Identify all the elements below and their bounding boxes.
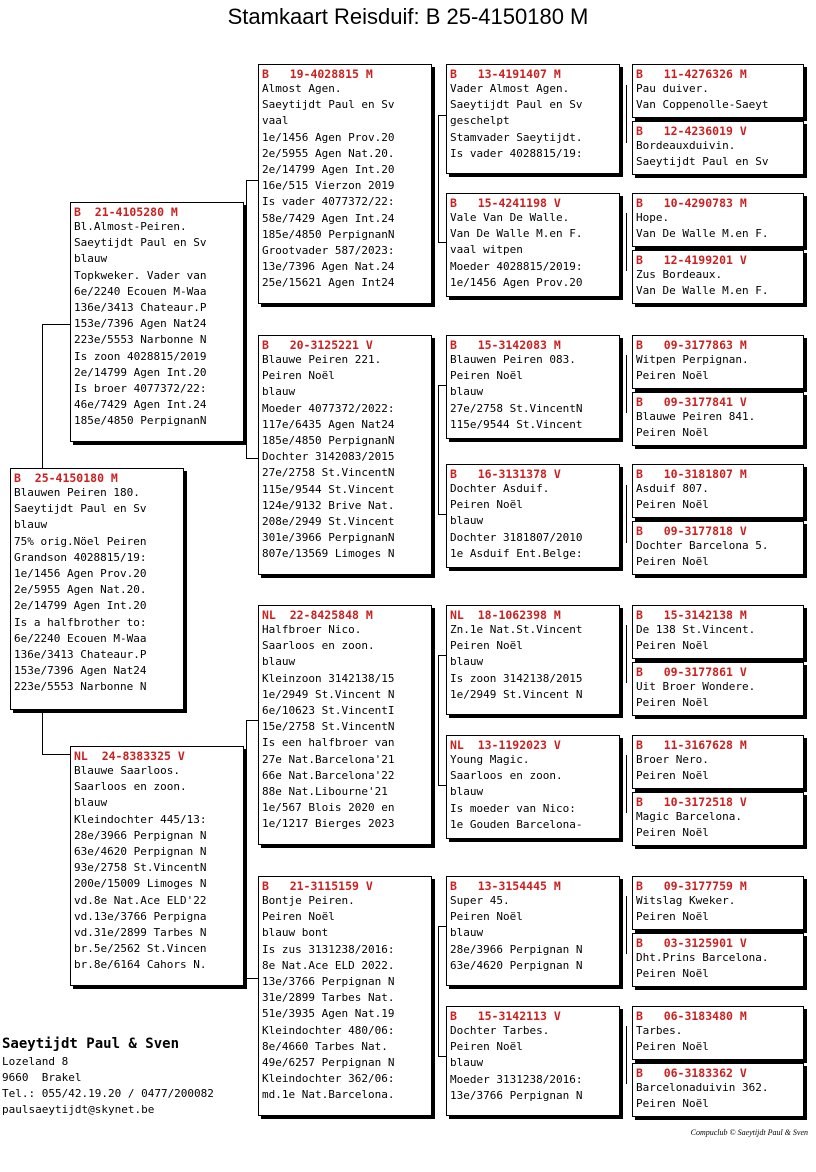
connector-line <box>626 1026 627 1084</box>
card-line: Peiren Noël <box>450 369 523 383</box>
great-grandparent-card[interactable] <box>446 876 620 986</box>
connector-line <box>42 754 70 755</box>
connector-line <box>438 514 446 515</box>
ring-number: B 09-3177863 M <box>636 338 747 352</box>
connector-line <box>438 926 439 1056</box>
card-line: Witpen Perpignan. <box>636 353 749 366</box>
card-line: Pau duiver. <box>636 82 709 95</box>
great-great-grandparent-card[interactable] <box>632 1063 804 1117</box>
card-line: 31e/2899 Tarbes Nat. <box>262 991 395 1005</box>
card-line: Is a halfbrother to: <box>14 615 147 629</box>
card-line: 115e/9544 St.Vincent <box>262 482 395 496</box>
ring-number: B 10-4290783 M <box>636 196 747 210</box>
great-grandparent-card[interactable] <box>446 1006 620 1116</box>
great-grandparent-card[interactable] <box>446 193 620 297</box>
ring-number: B 12-4236019 V <box>636 124 747 138</box>
ring-number: NL 13-1192023 V <box>450 738 561 752</box>
card-line: Zus Bordeaux. <box>636 268 723 281</box>
card-line: Moeder 4077372/2022: <box>262 401 395 415</box>
card-line: Blauwen Peiren 180. <box>14 486 140 499</box>
card-line: 46e/7429 Agen Int.24 <box>74 398 207 412</box>
card-line: vaal witpen <box>450 243 523 257</box>
ring-number: B 16-3131378 V <box>450 467 561 481</box>
card-line: Blauwe Peiren 221. <box>262 353 382 366</box>
card-line: vd.13e/3766 Perpigna <box>74 909 207 923</box>
father-card[interactable] <box>70 202 244 442</box>
card-line: 2e/5955 Agen Nat.20. <box>262 146 395 160</box>
owner-name: Saeytijdt Paul & Sven <box>2 1036 180 1052</box>
card-line: Witslag Kweker. <box>636 894 736 907</box>
connector-line <box>438 385 446 386</box>
owner-block <box>2 1034 214 1118</box>
card-line: Kleindochter 362/06: <box>262 1072 395 1086</box>
page-title: Stamkaart Reisduif: B 25-4150180 M <box>227 4 589 29</box>
card-line: 1e/1456 Agen Prov.20 <box>450 275 583 289</box>
card-line: 153e/7396 Agen Nat24 <box>14 664 147 678</box>
great-grandparent-card[interactable] <box>446 335 620 439</box>
card-line: 1e/567 Blois 2020 en <box>262 801 395 815</box>
card-line: Is zoon 4028815/2019 <box>74 349 207 363</box>
ring-number: B 19-4028815 M <box>262 67 373 81</box>
grandmother-maternal-card[interactable] <box>258 876 432 1116</box>
card-line: 27e Nat.Barcelona'21 <box>262 752 395 766</box>
card-line: 28e/3966 Perpignan N <box>74 828 207 842</box>
card-line: Grandson 4028815/19: <box>14 550 147 564</box>
card-line: Kleindochter 445/13: <box>74 812 207 826</box>
card-line: Van De Walle M.en F. <box>450 227 583 241</box>
card-line: Blauwen Peiren 083. <box>450 353 576 366</box>
card-line: 208e/2949 St.Vincent <box>262 515 395 529</box>
ring-number: B 15-3142113 V <box>450 1009 561 1023</box>
card-line: vd.31e/2899 Tarbes N <box>74 926 207 940</box>
card-line: 13e/3766 Perpignan N <box>450 1088 583 1102</box>
card-line: blauw bont <box>262 926 329 940</box>
card-line: Barcelonaduivin 362. <box>636 1081 769 1094</box>
card-line: Super 45. <box>450 894 510 907</box>
card-line: Bordeauxduivin. <box>636 139 736 152</box>
card-line: 223e/5553 Narbonne N <box>14 680 147 694</box>
card-line: 1e Asduif Ent.Belge: <box>450 546 583 560</box>
ring-number: B 10-3181807 M <box>636 467 747 481</box>
card-line: Uit Broer Wondere. <box>636 680 756 693</box>
connector-line <box>246 720 258 721</box>
card-line: 8e/4660 Tarbes Nat. <box>262 1039 388 1053</box>
ring-number: B 11-4276326 M <box>636 67 747 81</box>
card-line: 153e/7396 Agen Nat24 <box>74 317 207 331</box>
card-line: 6e/2240 Ecouen M-Waa <box>14 631 147 645</box>
card-line: blauw <box>14 518 48 532</box>
ring-number: B 09-3177759 M <box>636 879 747 893</box>
great-grandparent-card[interactable] <box>446 735 620 839</box>
footer-copyright: Compuclub © Saeytijdt Paul & Sven <box>690 1128 808 1137</box>
card-line: Kleindochter 480/06: <box>262 1023 395 1037</box>
great-great-grandparent-card[interactable] <box>632 392 804 446</box>
card-line: Bl.Almost-Peiren. <box>74 220 187 233</box>
card-line: blauw <box>262 385 296 399</box>
ring-number: B 21-4105280 M <box>74 205 178 219</box>
connector-line <box>246 720 247 978</box>
ring-number: B 15-4241198 V <box>450 196 561 210</box>
connector-line <box>438 242 446 243</box>
card-line: Peiren Noël <box>636 909 709 923</box>
card-line: md.1e Nat.Barcelona. <box>262 1088 395 1102</box>
ring-number: B 09-3177841 V <box>636 395 747 409</box>
card-line: Zn.1e Nat.St.Vincent <box>450 623 583 636</box>
card-line: Peiren Noël <box>450 498 523 512</box>
card-line: Bontje Peiren. <box>262 894 355 907</box>
owner-email: paulsaeytijdt@skynet.be <box>2 1103 155 1116</box>
card-line: 1e/1217 Bierges 2023 <box>262 817 395 831</box>
card-line: 6e/2240 Ecouen M-Waa <box>74 284 207 298</box>
owner-phone: Tel.: 055/42.19.20 / 0477/200082 <box>2 1087 214 1100</box>
card-line: 63e/4620 Perpignan N <box>74 845 207 859</box>
ring-number: B 15-3142138 M <box>636 608 747 622</box>
card-line: Dochter Barcelona 5. <box>636 539 769 552</box>
card-line: 93e/2758 St.VincentN <box>74 861 207 875</box>
ring-number: B 21-3115159 V <box>262 879 373 893</box>
great-great-grandparent-card[interactable] <box>632 335 804 389</box>
card-line: Saeytijdt Paul en Sv <box>450 98 583 112</box>
great-great-grandparent-card[interactable] <box>632 605 804 659</box>
owner-address: Lozeland 8 <box>2 1055 69 1068</box>
card-line: Dochter Tarbes. <box>450 1024 550 1037</box>
great-great-grandparent-card[interactable] <box>632 250 804 304</box>
ring-number: NL 22-8425848 M <box>262 608 373 622</box>
ring-number: B 10-3172518 V <box>636 795 747 809</box>
card-line: Tarbes. <box>636 1024 683 1037</box>
connector-line <box>626 625 627 683</box>
owner-city: 9660 Brakel <box>2 1071 82 1084</box>
connector-line <box>42 710 43 754</box>
card-line: 117e/6435 Agen Nat24 <box>262 417 395 431</box>
card-line: Is zoon 3142138/2015 <box>450 671 583 685</box>
connector-line <box>438 115 446 116</box>
card-line: Peiren Noël <box>450 1040 523 1054</box>
connector-line <box>438 926 446 927</box>
card-line: Is vader 4028815/19: <box>450 146 583 160</box>
card-line: geschelpt <box>450 114 510 128</box>
connector-line <box>42 324 70 325</box>
connector-line <box>42 324 43 468</box>
connector-line <box>438 385 439 514</box>
connector-line <box>626 896 627 954</box>
card-line: Saeytijdt Paul en Sv <box>74 236 207 250</box>
ring-number: B 13-3154445 M <box>450 879 561 893</box>
great-great-grandparent-card[interactable] <box>632 121 804 175</box>
card-line: Peiren Noël <box>636 768 709 782</box>
connector-line <box>438 1056 446 1057</box>
card-line: Dochter 3181807/2010 <box>450 530 583 544</box>
great-great-grandparent-card[interactable] <box>632 933 804 987</box>
card-line: Moeder 3131238/2016: <box>450 1072 583 1086</box>
card-line: Blauwe Saarloos. <box>74 764 180 777</box>
card-line: 115e/9544 St.Vincent <box>450 417 583 431</box>
card-line: Peiren Noël <box>636 497 709 511</box>
card-line: Dochter 3142083/2015 <box>262 450 395 464</box>
grandfather-maternal-card[interactable] <box>258 605 432 845</box>
ring-number: B 25-4150180 M <box>14 471 118 485</box>
card-line: blauw <box>74 796 108 810</box>
card-line: Is moeder van Nico: <box>450 801 576 815</box>
card-line: 301e/3966 PerpignanN <box>262 531 395 545</box>
ring-number: B 15-3142083 M <box>450 338 561 352</box>
connector-line <box>246 458 258 459</box>
great-grandparent-card[interactable] <box>446 605 620 715</box>
great-great-grandparent-card[interactable] <box>632 521 804 575</box>
great-grandparent-card[interactable] <box>446 64 620 174</box>
great-great-grandparent-card[interactable] <box>632 1006 804 1060</box>
ring-number: B 03-3125901 V <box>636 936 747 950</box>
card-line: Van De Walle M.en F. <box>636 283 769 297</box>
card-line: Peiren Noël <box>636 368 709 382</box>
card-line: 1e/2949 St.Vincent N <box>450 687 583 701</box>
card-line: vaal <box>262 114 289 128</box>
card-line: 1e/2949 St.Vincent N <box>262 687 395 701</box>
card-line: Dht.Prins Barcelona. <box>636 951 769 964</box>
card-line: Saarloos en zoon. <box>74 780 187 794</box>
great-great-grandparent-card[interactable] <box>632 792 804 846</box>
connector-line <box>438 785 446 786</box>
card-line: Dochter Asduif. <box>450 482 550 495</box>
card-line: Peiren Noël <box>636 695 709 709</box>
card-line: Hope. <box>636 211 670 224</box>
ring-number: B 12-4199201 V <box>636 253 747 267</box>
card-line: 185e/4850 PerpignanN <box>262 434 395 448</box>
card-line: Peiren Noël <box>636 1039 709 1053</box>
connector-line <box>438 655 439 785</box>
card-line: 66e Nat.Barcelona'22 <box>262 768 395 782</box>
card-line: blauw <box>262 655 296 669</box>
great-grandparent-card[interactable] <box>446 464 620 568</box>
card-line: Is vader 4077372/22: <box>262 195 395 209</box>
card-line: 200e/15009 Limoges N <box>74 877 207 891</box>
card-line: 27e/2758 St.VincentN <box>262 466 395 480</box>
card-line: 88e Nat.Libourne'21 <box>262 785 388 799</box>
connector-line <box>246 978 258 979</box>
connector-line <box>246 180 247 458</box>
card-line: blauw <box>450 514 484 528</box>
card-line: Magic Barcelona. <box>636 810 742 823</box>
ring-number: NL 18-1062398 M <box>450 608 561 622</box>
great-great-grandparent-card[interactable] <box>632 64 804 118</box>
card-line: De 138 St.Vincent. <box>636 623 756 636</box>
card-line: 8e Nat.Ace ELD 2022. <box>262 958 395 972</box>
card-line: Peiren Noël <box>636 825 709 839</box>
grandmother-paternal-card[interactable] <box>258 335 432 575</box>
great-great-grandparent-card[interactable] <box>632 735 804 789</box>
ring-number: B 13-4191407 M <box>450 67 561 81</box>
connector-line <box>626 213 627 271</box>
connector-line <box>626 85 627 143</box>
card-line: Peiren Noël <box>636 554 709 568</box>
card-line: Peiren Noël <box>636 1096 709 1110</box>
ring-number: B 20-3125221 V <box>262 338 373 352</box>
card-line: 25e/15621 Agen Int24 <box>262 276 395 290</box>
card-line: Vader Almost Agen. <box>450 82 570 95</box>
card-line: 27e/2758 St.VincentN <box>450 401 583 415</box>
card-line: 136e/3413 Chateaur.P <box>14 648 147 662</box>
card-line: Peiren Noël <box>450 639 523 653</box>
card-line: Moeder 4028815/2019: <box>450 259 583 273</box>
connector-line <box>438 115 439 242</box>
card-line: 51e/3935 Agen Nat.19 <box>262 1007 395 1021</box>
card-line: Van Coppenolle-Saeyt <box>636 97 769 111</box>
card-line: Peiren Noël <box>636 966 709 980</box>
card-line: 2e/14799 Agen Int.20 <box>262 163 395 177</box>
card-line: br.5e/2562 St.Vincen <box>74 942 207 956</box>
card-line: Halfbroer Nico. <box>262 623 362 636</box>
card-line: Asduif 807. <box>636 482 709 495</box>
great-great-grandparent-card[interactable] <box>632 193 804 247</box>
card-line: blauw <box>450 385 484 399</box>
card-line: 63e/4620 Perpignan N <box>450 958 583 972</box>
grandfather-paternal-card[interactable] <box>258 64 432 304</box>
card-line: 15e/2758 St.VincentN <box>262 720 395 734</box>
card-line: 124e/9132 Brive Nat. <box>262 498 395 512</box>
card-line: 185e/4850 PerpignanN <box>262 227 395 241</box>
card-line: 223e/5553 Narbonne N <box>74 333 207 347</box>
card-line: Broer Nero. <box>636 753 709 766</box>
card-line: Van De Walle M.en F. <box>636 226 769 240</box>
card-line: Grootvader 587/2023: <box>262 244 395 258</box>
card-line: 28e/3966 Perpignan N <box>450 942 583 956</box>
card-line: Topkweker. Vader van <box>74 268 207 282</box>
subject-pigeon-card[interactable] <box>10 468 184 710</box>
card-line: blauw <box>450 655 484 669</box>
card-line: 6e/10623 St.VincentI <box>262 704 395 718</box>
card-line: 2e/14799 Agen Int.20 <box>74 365 207 379</box>
card-line: Peiren Noël <box>262 910 335 924</box>
ring-number: B 11-3167628 M <box>636 738 747 752</box>
connector-line <box>626 355 627 413</box>
ring-number: B 06-3183480 M <box>636 1009 747 1023</box>
card-line: blauw <box>450 1056 484 1070</box>
connector-line <box>626 485 627 543</box>
connector-line <box>626 755 627 813</box>
card-line: 185e/4850 PerpignanN <box>74 414 207 428</box>
card-line: Is zus 3131238/2016: <box>262 942 395 956</box>
card-line: 13e/3766 Perpignan N <box>262 975 395 989</box>
card-line: Young Magic. <box>450 753 530 766</box>
card-line: Stamvader Saeytijdt. <box>450 130 583 144</box>
connector-line <box>438 655 446 656</box>
card-line: 75% orig.Nöel Peiren <box>14 534 147 548</box>
card-line: 13e/7396 Agen Nat.24 <box>262 260 395 274</box>
card-line: blauw <box>450 926 484 940</box>
card-line: Peiren Noël <box>262 369 335 383</box>
card-line: Saarloos en zoon. <box>450 769 563 783</box>
card-line: Saarloos en zoon. <box>262 639 375 653</box>
card-line: 1e/1456 Agen Prov.20 <box>262 130 395 144</box>
card-line: Is broer 4077372/22: <box>74 382 207 396</box>
card-line: Vale Van De Walle. <box>450 211 570 224</box>
card-line: Peiren Noël <box>450 910 523 924</box>
card-line: Saeytijdt Paul en Sv <box>262 98 395 112</box>
card-line: 2e/14799 Agen Int.20 <box>14 599 147 613</box>
card-line: Kleinzoon 3142138/15 <box>262 671 395 685</box>
card-line: vd.8e Nat.Ace ELD'22 <box>74 893 207 907</box>
card-line: 49e/6257 Perpignan N <box>262 1056 395 1070</box>
card-line: Peiren Noël <box>636 638 709 652</box>
card-line: 2e/5955 Agen Nat.20. <box>14 583 147 597</box>
mother-card[interactable] <box>70 746 244 986</box>
ring-number: NL 24-8383325 V <box>74 749 185 763</box>
card-line: 1e Gouden Barcelona- <box>450 817 583 831</box>
ring-number: B 06-3183362 V <box>636 1066 747 1080</box>
card-line: Saeytijdt Paul en Sv <box>14 502 147 516</box>
card-line: 1e/1456 Agen Prov.20 <box>14 567 147 581</box>
card-line: 807e/13569 Limoges N <box>262 547 395 561</box>
card-line: Is een halfbroer van <box>262 736 395 750</box>
great-great-grandparent-card[interactable] <box>632 662 804 716</box>
ring-number: B 09-3177861 V <box>636 665 747 679</box>
card-line: br.8e/6164 Cahors N. <box>74 958 207 972</box>
card-line: blauw <box>74 252 108 266</box>
card-line: Saeytijdt Paul en Sv <box>636 154 769 168</box>
connector-line <box>246 180 258 181</box>
card-line: 16e/515 Vierzon 2019 <box>262 179 395 193</box>
great-great-grandparent-card[interactable] <box>632 464 804 518</box>
card-line: Peiren Noël <box>636 425 709 439</box>
great-great-grandparent-card[interactable] <box>632 876 804 930</box>
card-line: blauw <box>450 785 484 799</box>
card-line: 58e/7429 Agen Int.24 <box>262 211 395 225</box>
card-line: 136e/3413 Chateaur.P <box>74 301 207 315</box>
card-line: Blauwe Peiren 841. <box>636 410 756 423</box>
card-line: Almost Agen. <box>262 82 342 95</box>
ring-number: B 09-3177818 V <box>636 524 747 538</box>
